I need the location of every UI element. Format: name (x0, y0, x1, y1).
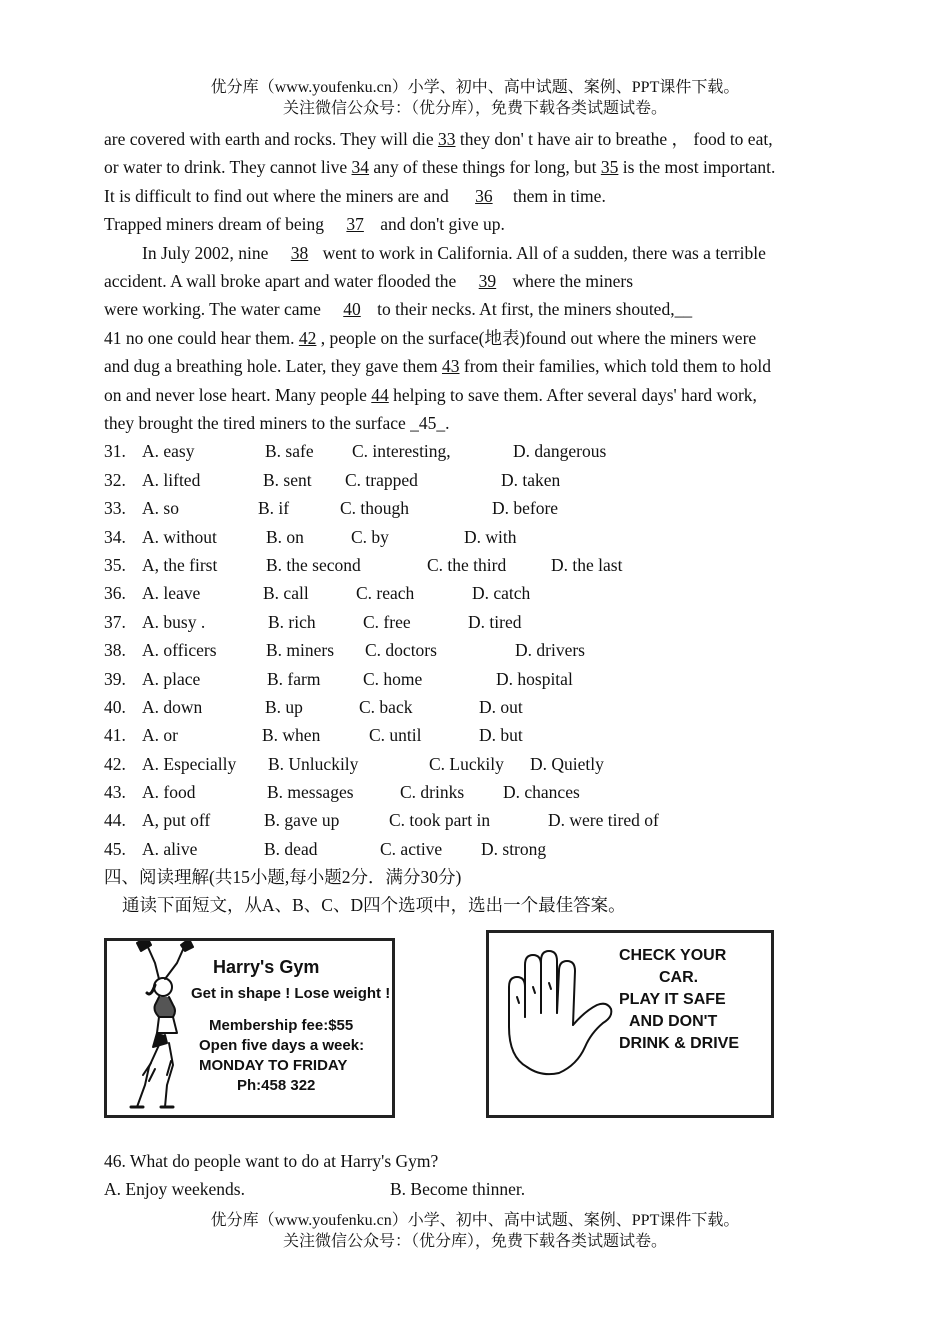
option-row-44 (104, 806, 844, 834)
option-c: C. Luckily (429, 753, 504, 774)
option-a: A. place (142, 668, 201, 689)
option-a: A. leave (142, 583, 201, 604)
question-46 (104, 1147, 844, 1204)
option-c: C. until (369, 725, 422, 746)
option-c: C. by (351, 526, 389, 547)
option-b: B. safe (265, 441, 314, 462)
passage-line (104, 295, 844, 323)
car-ad-line: AND DON'T (629, 1013, 718, 1030)
passage-text: and don't give up. (375, 214, 505, 235)
section-4-block (104, 863, 844, 920)
passage-text: where the miners (508, 270, 634, 291)
question-46-text: 46. What do people want to do at Harry's Gym? (104, 1151, 439, 1171)
option-a: A, the first (142, 554, 218, 575)
option-row-45 (104, 835, 844, 863)
option-d: D. out (479, 696, 523, 717)
gym-name: Harry's Gym (213, 957, 320, 977)
option-b: B. the second (266, 554, 361, 575)
passage-line (104, 210, 844, 238)
cloze-passage (104, 125, 844, 437)
gym-phone: Ph:458 322 (237, 1077, 316, 1094)
option-d: D. but (479, 725, 523, 746)
option-c: C. doctors (365, 640, 437, 661)
option-c: C. free (363, 611, 411, 632)
passage-line (104, 324, 844, 352)
question-number: 33. (104, 498, 126, 519)
option-list (104, 437, 844, 863)
option-b: B. sent (263, 469, 312, 490)
option-a: A. or (142, 725, 178, 746)
blank-35: 35 (600, 157, 619, 178)
blank-38: 38 (290, 242, 309, 263)
question-number: 32. (104, 469, 126, 490)
blank-36: 36 (475, 185, 493, 206)
passage-line (104, 409, 844, 437)
passage-line (104, 125, 844, 153)
option-c: C. took part in (389, 810, 491, 831)
passage-text: they don' t have air to breathe ， food to eat, (455, 129, 773, 149)
option-a: A. so (142, 498, 179, 519)
passage-text: are covered with earth and rocks. They will die (104, 129, 438, 149)
car-ad-line: DRINK & DRIVE (619, 1035, 740, 1052)
car-safety-message (619, 945, 769, 1055)
blank-40: 40 (343, 299, 361, 320)
passage-line (104, 153, 844, 181)
option-c: C. trapped (345, 469, 418, 490)
option-b: B. Unluckily (268, 753, 359, 774)
option-c: C. reach (356, 583, 415, 604)
option-d: D. strong (481, 838, 547, 859)
question-46-options (104, 1175, 844, 1203)
car-safety-advertisement (486, 930, 774, 1118)
gym-fee: Membership fee:$55 (209, 1017, 354, 1034)
passage-text: , people on the surface(地表)found out where the miners were (316, 327, 757, 348)
gym-range: MONDAY TO FRIDAY (199, 1057, 348, 1074)
option-d: D. were tired of (548, 810, 659, 831)
option-b: B. on (266, 526, 304, 547)
passage-text: Trapped miners dream of being (104, 214, 329, 235)
question-number: 37. (104, 611, 126, 632)
question-number: 38. (104, 640, 126, 661)
blank-43: 43 (442, 356, 460, 377)
passage-text: on and never lose heart. Many people (104, 384, 372, 405)
option-b: B. if (258, 498, 290, 519)
option-b: B. gave up (264, 810, 340, 831)
option-d: D. with (464, 526, 517, 547)
car-ad-line: CHECK YOUR (619, 947, 727, 964)
option-row-42 (104, 750, 844, 778)
option-row-31 (104, 437, 844, 465)
blank-39: 39 (478, 270, 497, 291)
option-c: C. interesting, (352, 441, 451, 462)
option-d: D. dangerous (513, 441, 607, 462)
option-c: C. drinks (400, 782, 465, 803)
passage-line (104, 239, 844, 267)
blank-37: 37 (346, 214, 364, 235)
option-b: B. rich (268, 611, 316, 632)
option-row-39 (104, 665, 844, 693)
option-d: D. chances (503, 782, 580, 803)
option-b: B. up (265, 696, 303, 717)
gym-slogan: Get in shape ! Lose weight ! (191, 985, 391, 1002)
option-b: B. miners (266, 640, 335, 661)
option-row-33 (104, 494, 844, 522)
passage-text: to their necks. At first, the miners shouted,__ (372, 299, 693, 320)
footer-line-2: 关注微信公众号：（优分库），免费下载各类试题试卷。 (282, 1233, 667, 1250)
option-a: A. easy (142, 441, 195, 462)
option-a: A. food (142, 782, 196, 803)
option-row-38 (104, 636, 844, 664)
option-b: B. call (263, 583, 309, 604)
option-b: B. farm (267, 668, 321, 689)
option-c: C. home (363, 668, 423, 689)
question-number: 39. (104, 668, 126, 689)
option-a: A. down (142, 696, 203, 717)
passage-text: or water to drink. They cannot live (104, 157, 352, 178)
passage-text: accident. A wall broke apart and water flooded the (104, 270, 461, 291)
header-line-2: 关注微信公众号：（优分库），免费下载各类试题试卷。 (282, 100, 667, 117)
passage-text: It is difficult to find out where the miners are and (104, 185, 454, 206)
option-row-43 (104, 778, 844, 806)
question-number: 40. (104, 696, 126, 717)
footer-line-1: 优分库（www.youfenku.cn）小学、初中、高中试题、案例、PPT课件下载。 (210, 1212, 740, 1229)
blank-33: 33 (438, 129, 456, 149)
blank-44: 44 (371, 384, 389, 405)
option-a: A, put off (142, 810, 211, 831)
passage-line (104, 182, 844, 210)
option-row-37 (104, 608, 844, 636)
option-c: C. the third (427, 554, 507, 575)
question-number: 43. (104, 782, 126, 803)
option-d: D. tired (468, 611, 522, 632)
option-c: C. active (380, 838, 443, 859)
blank-42: 42 (298, 327, 317, 348)
passage-line (104, 352, 844, 380)
gym-days: Open five days a week: (199, 1037, 365, 1054)
option-a: A. Especially (142, 753, 237, 774)
option-row-36 (104, 579, 844, 607)
question-number: 42. (104, 753, 126, 774)
option-c: C. though (340, 498, 410, 519)
question-number: 31. (104, 441, 126, 462)
option-b: B. when (262, 725, 321, 746)
header-line-1: 优分库（www.youfenku.cn）小学、初中、高中试题、案例、PPT课件下载。 (210, 79, 740, 96)
stop-hand-icon (499, 947, 629, 1087)
option-b: B. messages (267, 782, 354, 803)
passage-text: is the most important. (618, 157, 776, 178)
option-row-41 (104, 721, 844, 749)
question-number: 44. (104, 810, 126, 831)
question-number: 41. (104, 725, 126, 746)
option-d: D. before (492, 498, 559, 519)
option-row-34 (104, 523, 844, 551)
passage-text: were working. The water came (104, 299, 326, 320)
blank-34: 34 (351, 157, 370, 178)
option-d: D. drivers (515, 640, 585, 661)
passage-text: helping to save them. After several days' hard work, (388, 384, 757, 405)
option-d: D. Quietly (530, 753, 604, 774)
option-a: A. Enjoy weekends. (104, 1179, 245, 1200)
option-b: B. Become thinner. (390, 1179, 526, 1200)
option-a: A. alive (142, 838, 198, 859)
gym-advertisement (104, 938, 395, 1118)
car-ad-line: PLAY IT SAFE (619, 991, 726, 1008)
passage-text: any of these things for long, but (369, 157, 601, 178)
option-b: B. dead (264, 838, 318, 859)
passage-text: went to work in California. All of a sudden, there was a terrible (318, 242, 766, 263)
option-d: D. the last (551, 554, 623, 575)
option-row-40 (104, 693, 844, 721)
option-d: D. hospital (496, 668, 573, 689)
passage-line (104, 267, 844, 295)
option-row-32 (104, 466, 844, 494)
section-4-title: 四、阅读理解(共15小题,每小题2分．满分30分) (104, 867, 462, 887)
passage-text: and dug a breathing hole. Later, they gave them (104, 356, 442, 377)
question-number: 35. (104, 554, 126, 575)
option-a: A. without (142, 526, 217, 547)
passage-text: them in time. (508, 185, 606, 206)
option-d: D. catch (472, 583, 531, 604)
section-4-instruction: 通读下面短文，从A、B、C、D四个选项中，选出一个最佳答案。 (122, 895, 626, 916)
passage-line (104, 381, 844, 409)
question-number: 34. (104, 526, 126, 547)
passage-text: 41 no one could hear them. (104, 327, 299, 348)
option-d: D. taken (501, 469, 561, 490)
option-c: C. back (359, 696, 413, 717)
passage-text: they brought the tired miners to the surface _45_. (104, 412, 450, 433)
fitness-woman-illustration (107, 938, 217, 1115)
option-a: A. busy . (142, 611, 206, 632)
car-ad-line: CAR. (659, 969, 699, 986)
question-number: 45. (104, 838, 126, 859)
option-a: A. officers (142, 640, 217, 661)
option-a: A. lifted (142, 469, 201, 490)
question-number: 36. (104, 583, 126, 604)
passage-text: from their families, which told them to hold (459, 356, 772, 377)
passage-text: In July 2002, nine (142, 242, 273, 263)
option-row-35 (104, 551, 844, 579)
